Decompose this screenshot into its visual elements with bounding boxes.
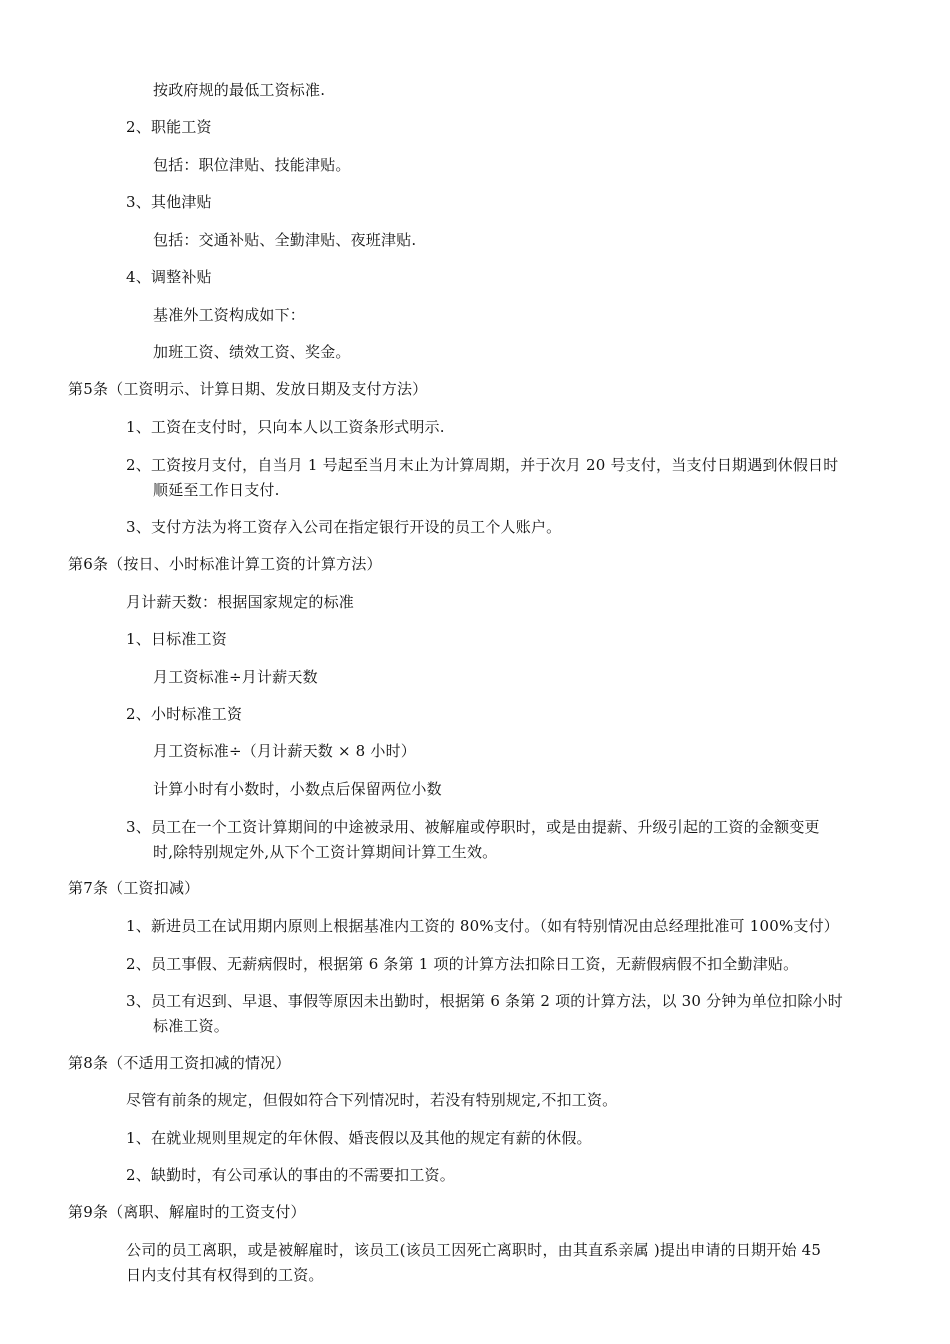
text-line: 包括：职位津贴、技能津贴。 bbox=[153, 156, 351, 174]
list-item-continuation: 标准工资。 bbox=[153, 1017, 230, 1035]
list-item: 3、员工在一个工资计算期间的中途被录用、被解雇或停职时，或是由提薪、升级引起的工资的金额变更 bbox=[126, 818, 820, 836]
article-heading: 第6条（按日、小时标准计算工资的计算方法） bbox=[68, 555, 382, 573]
text-line: 计算小时有小数时，小数点后保留两位小数 bbox=[153, 780, 442, 798]
article-heading: 第8条（不适用工资扣减的情况） bbox=[68, 1054, 291, 1072]
formula-line: 月工资标准÷（月计薪天数 × 8 小时） bbox=[153, 742, 416, 760]
text-line: 基准外工资构成如下： bbox=[153, 306, 306, 324]
formula-line: 月工资标准÷月计薪天数 bbox=[153, 668, 318, 686]
list-item-heading: 2、职能工资 bbox=[126, 118, 212, 136]
list-item: 1、工资在支付时，只向本人以工资条形式明示. bbox=[126, 418, 445, 436]
list-item-heading: 3、其他津贴 bbox=[126, 193, 212, 211]
paragraph-line: 公司的员工离职，或是被解雇时，该员工(该员工因死亡离职时，由其直系亲属 )提出申请的日期开始 45 bbox=[126, 1241, 822, 1259]
list-item-continuation: 时,除特别规定外,从下个工资计算期间计算工生效。 bbox=[153, 843, 498, 861]
text-line: 包括：交通补贴、全勤津贴、夜班津贴. bbox=[153, 231, 417, 249]
list-item: 2、缺勤时，有公司承认的事由的不需要扣工资。 bbox=[126, 1166, 455, 1184]
list-item: 1、在就业规则里规定的年休假、婚丧假以及其他的规定有薪的休假。 bbox=[126, 1129, 592, 1147]
list-item-heading: 1、日标准工资 bbox=[126, 630, 227, 648]
list-item-heading: 2、小时标准工资 bbox=[126, 705, 243, 723]
paragraph-line: 日内支付其有权得到的工资。 bbox=[126, 1266, 324, 1284]
article-heading: 第5条（工资明示、计算日期、发放日期及支付方法） bbox=[68, 380, 428, 398]
article-heading: 第9条（离职、解雇时的工资支付） bbox=[68, 1203, 306, 1221]
list-item: 1、新进员工在试用期内原则上根据基准内工资的 80%支付。（如有特别情况由总经理批准可 100%支付） bbox=[126, 917, 840, 935]
text-line: 月计薪天数：根据国家规定的标准 bbox=[126, 593, 355, 611]
list-item: 3、支付方法为将工资存入公司在指定银行开设的员工个人账户。 bbox=[126, 518, 562, 536]
text-line: 尽管有前条的规定，但假如符合下列情况时，若没有特别规定,不扣工资。 bbox=[126, 1091, 618, 1109]
article-heading: 第7条（工资扣减） bbox=[68, 879, 200, 897]
list-item: 2、工资按月支付，自当月 1 号起至当月末止为计算周期，并于次月 20 号支付，当支付日期遇到休假日时 bbox=[126, 456, 839, 474]
text-line: 按政府规的最低工资标准. bbox=[153, 81, 326, 99]
list-item-heading: 4、调整补贴 bbox=[126, 268, 212, 286]
list-item-continuation: 顺延至工作日支付. bbox=[153, 481, 280, 499]
list-item: 2、员工事假、无薪病假时，根据第 6 条第 1 项的计算方法扣除日工资，无薪假病假不扣全勤津贴。 bbox=[126, 955, 799, 973]
list-item: 3、员工有迟到、早退、事假等原因未出勤时，根据第 6 条第 2 项的计算方法，以 30 分钟为单位扣除小时 bbox=[126, 992, 843, 1010]
text-line: 加班工资、绩效工资、奖金。 bbox=[153, 343, 351, 361]
